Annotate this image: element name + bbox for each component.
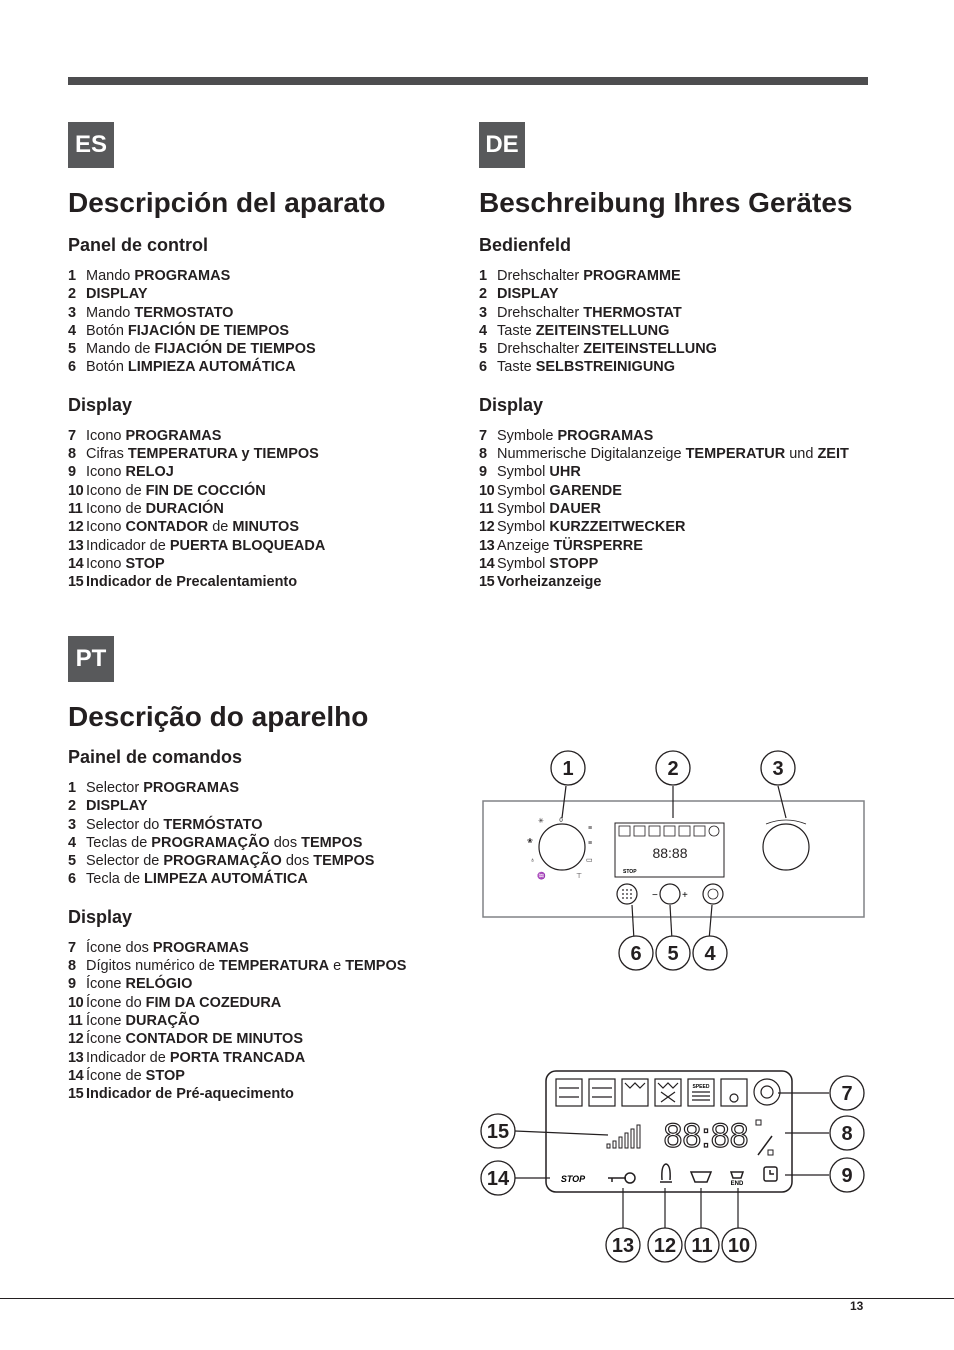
page-number: 13 [850,1299,864,1313]
item-text: Symbol [497,555,550,572]
item-number: 8 [479,446,488,463]
small-stop-label: STOP [623,869,637,875]
item-number: 14 [68,555,84,572]
item-bold-text: CONTADOR DE MINUTOS [125,1031,303,1048]
grill-icon: ♒ [537,873,546,880]
item-bold-text: Vorheizanzeige [497,574,602,591]
item-text: dos [281,853,314,870]
item-text: Tecla de [86,871,145,888]
item-number: 1 [479,268,488,284]
item-number: 3 [68,304,77,321]
item-text: Indicador de [86,537,170,554]
item-text: Botón [86,359,128,376]
item-bold-text: TEMPOS [345,958,407,975]
item-number: 6 [479,359,488,376]
item-bold-text: PORTA TRANCADA [169,1049,306,1066]
item-bold-text: LIMPIEZA AUTOMÁTICA [127,359,296,376]
item-number: 6 [68,359,77,376]
item-text: Drehschalter [497,268,584,284]
callout-3: 3 [772,758,784,780]
item-text: Icono [86,555,126,572]
item-number: 11 [68,1012,83,1029]
item-number: 13 [479,537,495,554]
item-text: Symbol [497,519,550,536]
item-bold-text: SELBSTREINIGUNG [535,359,676,376]
callout-9: 9 [841,1165,853,1187]
item-text: e [329,958,346,975]
item-number: 11 [479,500,494,517]
item-text: Symbol [497,500,550,517]
item-number: 9 [68,464,77,481]
item-text: de [208,519,233,536]
item-number: 2 [68,286,77,303]
speed-label: SPEED [692,1084,710,1090]
item-text: Drehschalter [497,341,584,358]
item-number: 15 [479,574,495,591]
item-text: Anzeige [497,537,554,554]
item-text: Selector [86,780,144,796]
item-bold-text: LIMPEZA AUTOMÁTICA [144,871,308,888]
item-bold-text: TEMPERATUR [685,446,786,463]
item-bold-text: ZEITEINSTELLUNG [583,341,717,358]
item-text: Icono [86,519,126,536]
item-bold-text: FIN DE COCCIÓN [145,482,266,499]
item-bold-text: DISPLAY [86,798,148,815]
bulb-icon: ♁ [530,857,536,864]
language-badge-pt: PT [68,636,114,682]
item-bold-text: DURACIÓN [145,500,224,517]
item-bold-text: FIJACIÓN DE TIEMPOS [127,322,290,339]
item-number: 5 [479,341,488,358]
item-number: 4 [68,834,77,851]
item-number: 8 [68,446,77,463]
item-bold-text: CONTADOR [125,519,209,536]
section-title: Descripción del aparato [68,187,386,218]
callout-5: 5 [667,943,679,965]
end-label: END [730,1181,744,1187]
item-number: 9 [479,464,488,481]
item-text: Cifras [86,446,128,463]
item-number: 3 [68,816,77,833]
callout-8: 8 [841,1123,853,1145]
item-text: Ícone de [86,1067,146,1084]
item-text: Mando [86,304,135,321]
item-bold-text: STOP [125,555,165,572]
item-text: Selector do [86,816,164,833]
item-bold-text: GARENDE [549,482,622,499]
item-bold-text: MINUTOS [232,519,299,536]
item-text: dos [269,834,302,851]
item-text: Dígitos numérico de [86,958,219,975]
stop-icon: STOP [560,1174,586,1184]
small-digits: 88:88 [652,845,688,861]
item-number: 13 [68,537,84,554]
item-number: 7 [479,427,488,444]
item-text: Ícone dos [86,939,153,956]
item-text: Icono [86,427,126,444]
item-bold-text: STOP [145,1067,185,1084]
item-bold-text: STOPP [549,555,599,572]
item-text: Ícone [86,976,126,993]
item-text: Ícone [86,1012,126,1029]
item-number: 1 [68,780,77,796]
item-bold-text: TEMPOS [301,834,363,851]
callout-11: 11 [691,1235,713,1257]
item-text: Icono de [86,500,146,517]
item-bold-text: PROGRAMAS [125,427,222,444]
item-text: Teclas de [86,834,152,851]
item-number: 12 [479,519,495,536]
item-number: 11 [68,500,83,517]
programs-knob [539,824,585,870]
bottom-rule [0,1298,954,1299]
item-number: 4 [68,322,77,339]
callout-10: 10 [727,1235,751,1257]
item-bold-text: TERMOSTATO [134,304,234,321]
item-text: Symbol [497,464,550,481]
defrost-icon: ❀ [527,838,533,845]
item-number: 9 [68,976,77,993]
callout-7: 7 [841,1083,853,1105]
dial-zero-label: 0 [559,818,563,824]
section-title: Beschreibung Ihres Gerätes [479,187,853,218]
item-bold-text: PROGRAMAÇÃO [163,853,282,870]
item-number: 12 [68,519,84,536]
item-bold-text: TEMPERATURA y TIEMPOS [127,446,319,463]
plus-label: + [682,890,688,901]
item-text: und [785,446,818,463]
item-text: Icono [86,464,126,481]
language-badge-de: DE [479,122,525,168]
callout-6: 6 [630,943,642,965]
item-number: 14 [68,1067,84,1084]
section-title: Descrição do aparelho [68,701,369,732]
pizza-icon: ⊤ [576,873,583,880]
item-number: 15 [68,574,84,591]
panel-heading: Bedienfeld [479,235,572,255]
item-text: Ícone do [86,994,146,1011]
item-bold-text: ZEITEINSTELLUNG [535,322,670,339]
item-bold-text: RELOJ [125,464,174,481]
item-number: 13 [68,1049,84,1066]
callout-15: 15 [486,1121,510,1143]
item-text: Icono de [86,482,146,499]
minus-label: − [652,890,658,901]
item-bold-text: DISPLAY [86,286,148,303]
panel-heading: Painel de comandos [68,747,243,767]
item-bold-text: TERMÓSTATO [163,816,263,833]
bottom-heat-icon: ≡ [588,840,593,847]
item-bold-text: PROGRAMAÇÃO [151,834,270,851]
item-number: 7 [68,427,77,444]
item-text: Taste [497,359,536,376]
item-bold-text: PUERTA BLOQUEADA [169,537,326,554]
item-bold-text: UHR [549,464,581,481]
item-text: Drehschalter [497,304,584,321]
item-text: Ícone [86,1031,126,1048]
language-badge-es: ES [68,122,114,168]
callout-12: 12 [653,1235,677,1257]
item-bold-text: PROGRAMME [583,268,681,284]
large-digits: 88:88 [663,1117,749,1155]
item-text: Botón [86,322,128,339]
item-bold-text: TEMPERATURA [218,958,330,975]
item-text: Nummerische Digitalanzeige [497,446,686,463]
callout-13: 13 [611,1235,635,1257]
item-bold-text: PROGRAMAS [152,939,249,956]
item-bold-text: TÜRSPERRE [553,537,643,554]
callout-4: 4 [704,943,716,965]
item-text: Symbole [497,427,558,444]
item-number: 4 [479,322,488,339]
callout-14: 14 [486,1168,510,1190]
fan-oven-icon: ▭ [586,857,593,864]
item-text: Symbol [497,482,550,499]
display-heading: Display [68,394,133,415]
item-bold-text: DAUER [549,500,601,517]
panel-heading: Panel de control [68,235,209,255]
time-setting-button[interactable] [703,884,723,904]
item-number: 10 [479,482,495,499]
item-text: Indicador de [86,1049,170,1066]
item-bold-text: THERMOSTAT [583,304,682,321]
item-bold-text: PROGRAMAS [134,268,231,284]
item-bold-text: FIM DA COZEDURA [145,994,282,1011]
item-number: 8 [68,958,77,975]
item-bold-text: Indicador de Pré-aquecimento [86,1086,294,1103]
item-text: Taste [497,322,536,339]
item-text: Mando [86,268,135,284]
display-heading: Display [68,906,133,927]
item-number: 7 [68,939,77,956]
item-number: 6 [68,871,77,888]
item-number: 12 [68,1031,84,1048]
item-bold-text: PROGRAMAS [557,427,654,444]
item-bold-text: ZEIT [817,446,849,463]
item-text: Mando de [86,341,155,358]
timer-knob[interactable] [660,884,680,904]
item-bold-text: Indicador de Precalentamiento [86,574,298,591]
item-number: 2 [479,286,488,303]
item-text: Selector de [86,853,164,870]
top-heat-icon: ≡ [588,825,593,832]
item-bold-text: RELÓGIO [125,976,193,993]
item-number: 14 [479,555,495,572]
thermostat-knob[interactable] [763,824,809,870]
item-number: 1 [68,268,77,284]
callout-2: 2 [667,758,679,780]
item-number: 10 [68,482,84,499]
item-bold-text: PROGRAMAS [143,780,240,796]
item-bold-text: DISPLAY [497,286,559,303]
display-heading: Display [479,394,544,415]
item-number: 10 [68,994,84,1011]
dots-icon [622,889,632,899]
item-number: 5 [68,853,77,870]
item-number: 5 [68,341,77,358]
item-bold-text: KURZZEITWECKER [549,519,686,536]
item-bold-text: DURAÇÃO [125,1012,200,1029]
callout-1: 1 [562,758,574,780]
item-number: 2 [68,798,77,815]
item-bold-text: FIJACIÓN DE TIEMPOS [154,341,316,358]
item-number: 3 [479,304,488,321]
item-bold-text: TEMPOS [313,853,375,870]
fan-icon: ✳ [538,818,544,825]
item-number: 15 [68,1086,84,1103]
